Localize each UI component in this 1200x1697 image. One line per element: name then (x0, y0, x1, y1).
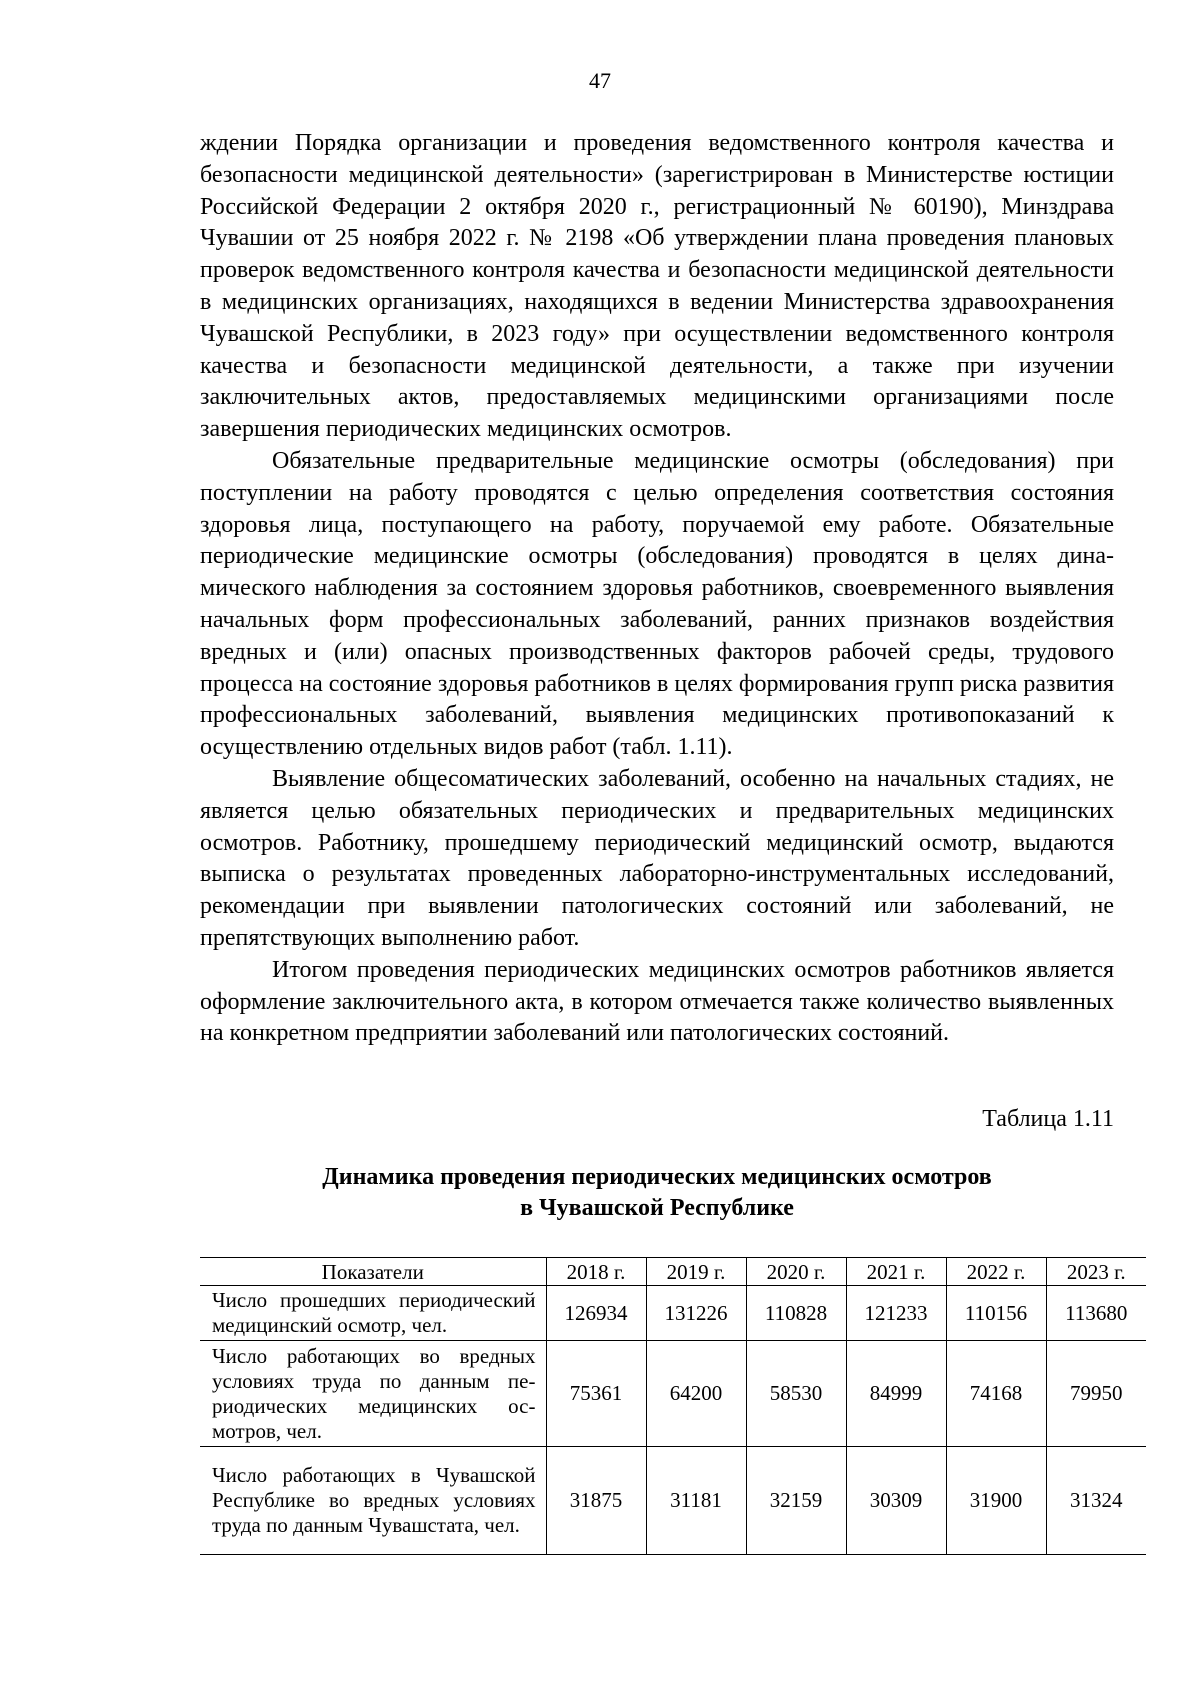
table-caption: Таблица 1.11 (982, 1106, 1114, 1132)
column-header: 2023 г. (1046, 1258, 1146, 1286)
paragraph: Выявление общесоматических заболеваний, особенно на начальных стадиях, не является целью обязательных периодических и предварительных медицинских осмотров. Работнику, прошедшему периодический медицинский осмотр, выдаются выписка о результатах проведенных лабораторно-инструментальных исследований, рекомендации при выявлении патологических состояний или заболеваний, не препятствующих выполнению работ. (200, 765, 1114, 951)
body-text (200, 128, 1114, 1050)
column-header: 2018 г. (546, 1258, 646, 1286)
column-header: 2019 г. (646, 1258, 746, 1286)
table-cell: 64200 (646, 1341, 746, 1447)
page-number: 47 (589, 68, 611, 93)
table-cell: 126934 (546, 1286, 646, 1341)
table-cell: 74168 (946, 1341, 1046, 1447)
table-cell: 31181 (646, 1447, 746, 1555)
table-title (200, 1162, 1114, 1224)
table-cell: 31900 (946, 1447, 1046, 1555)
table-title-line: Динамика проведения периодических медицинских осмотров (322, 1164, 992, 1190)
paragraph-continuation: ждении Порядка организации и проведения ведомственного контроля качества и безопасности медицинской деятельности» (зарегистрирован в Министерстве юстиции Российской Федерации 2 октября 2020 г., регистрационный № 60190), Минздрава Чувашии от 25 ноября 2022 г. № 2198 «Об утверждении плана проведения плановых проверок ведомственного контроля качества и безопасности медицинской деятельности в медицинских организациях, находящихся в ведении Министерства здравоохранения Чувашской Республики, в 2023 году» при осуществлении ведомственного контроля качества и безопасности медицинской деятельности, а также при изучении заключительных актов, предоставляемых медицинскими организациями после завершения периодических медицинских осмотров. (200, 130, 1114, 443)
table-cell: 113680 (1046, 1286, 1146, 1341)
table-row (200, 1447, 1146, 1555)
medical-exams-table (200, 1257, 1146, 1555)
table-cell: 30309 (846, 1447, 946, 1555)
table-cell: 31324 (1046, 1447, 1146, 1555)
row-label: Число работающих во вредных условиях труда по данным периодических медицинских осмотров, чел. (200, 1341, 546, 1447)
paragraph: Обязательные предварительные медицинские осмотры (обследования) при поступлении на работу проводятся с целью определения соответствия состояния здоровья лица, поступающего на работу, поручаемой ему работе. Обязательные периодические медицинские осмотры (обследования) проводятся в целях динамического наблюдения за состоянием здоровья работников, своевременного выявления начальных форм профессиональных заболеваний, ранних признаков воздействия вредных и (или) опасных производственных факторов рабочей среды, трудового процесса на состояние здоровья работников в целях формирования групп риска развития профессиональных заболеваний, выявления медицинских противопоказаний к осуществлению отдельных видов работ (табл. 1.11). (200, 447, 1114, 761)
row-label: Число прошедших периодический медицинский осмотр, чел. (200, 1286, 546, 1341)
table-row (200, 1286, 1146, 1341)
table-header-row (200, 1258, 1146, 1286)
table-title-line: в Чувашской Республике (520, 1195, 794, 1221)
table-cell: 110828 (746, 1286, 846, 1341)
table-cell: 58530 (746, 1341, 846, 1447)
table-cell: 32159 (746, 1447, 846, 1555)
column-header: 2021 г. (846, 1258, 946, 1286)
paragraph: Итогом проведения периодических медицинских осмотров работников является оформление заключительного акта, в котором отмечается также количество выявленных на конкретном предприятии заболеваний или патологических состояний. (200, 956, 1114, 1047)
table-cell: 75361 (546, 1341, 646, 1447)
column-header: 2022 г. (946, 1258, 1046, 1286)
table-row (200, 1341, 1146, 1447)
table-cell: 131226 (646, 1286, 746, 1341)
table-cell: 121233 (846, 1286, 946, 1341)
row-label: Число работающих в Чувашской Республике во вредных условиях труда по данным Чувашстата, чел. (200, 1447, 546, 1555)
table-cell: 79950 (1046, 1341, 1146, 1447)
table-cell: 31875 (546, 1447, 646, 1555)
table-cell: 110156 (946, 1286, 1046, 1341)
table-cell: 84999 (846, 1341, 946, 1447)
column-header: 2020 г. (746, 1258, 846, 1286)
column-header: Показатели (200, 1258, 546, 1286)
